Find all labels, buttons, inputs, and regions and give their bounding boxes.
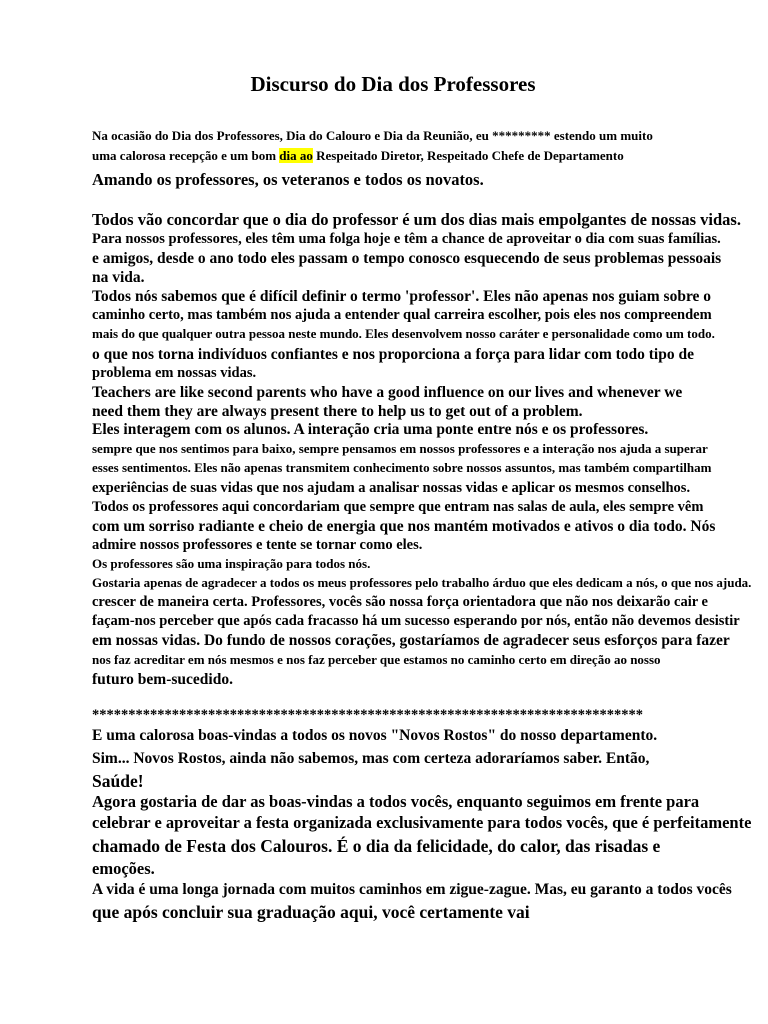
text-line: need them they are always present there to help us to get out of a problem. [92, 403, 583, 420]
text-line: mais do que qualquer outra pessoa neste mundo. Eles desenvolvem nosso caráter e personalidade como um todo. [92, 326, 715, 341]
text-line: que após concluir sua graduação aqui, você certamente vai [92, 902, 530, 922]
text-line: Agora gostaria de dar as boas-vindas a todos vocês, enquanto seguimos em frente para [92, 792, 700, 811]
text-line: esses sentimentos. Eles não apenas transmitem conhecimento sobre nossos assuntos, mas também compartilham [92, 460, 712, 475]
text-line: com um sorriso radiante e cheio de energia que nos mantém motivados e ativos o dia todo. Nós [92, 518, 716, 535]
text-line: Todos os professores aqui concordariam que sempre que entram nas salas de aula, eles sempre vêm [92, 499, 704, 515]
document-title: Discurso do Dia dos Professores [250, 72, 536, 96]
text-line: Saúde! [92, 771, 144, 791]
text-line: nos faz acreditar em nós mesmos e nos faz perceber que estamos no caminho certo em direção ao nosso [92, 652, 661, 667]
text-fragment: uma calorosa recepção e um bom [92, 148, 280, 163]
text-line [92, 149, 624, 162]
text-line: caminho certo, mas também nos ajuda a entender qual carreira escolher, pois eles nos compreendem [92, 307, 712, 323]
text-line: Para nossos professores, eles têm uma folga hoje e têm a chance de aproveitar o dia com suas famílias. [92, 231, 721, 247]
text-line: E uma calorosa boas-vindas a todos os novos "Novos Rostos" do nosso departamento. [92, 727, 658, 744]
text-line: Amando os professores, os veteranos e todos os novatos. [92, 170, 484, 189]
text-fragment: Respeitado Diretor, Respeitado Chefe de Departamento [312, 148, 624, 163]
text-line: Sim... Novos Rostos, ainda não sabemos, mas com certeza adoraríamos saber. Então, [92, 750, 650, 767]
text-line: sempre que nos sentimos para baixo, sempre pensamos em nossos professores e a interação nos ajuda a superar [92, 441, 708, 456]
text-line: Todos vão concordar que o dia do professor é um dos dias mais empolgantes de nossas vidas. [92, 210, 741, 229]
text-line: Na ocasião do Dia dos Professores, Dia do Calouro e Dia da Reunião, eu ********* estendo um muito [92, 128, 653, 143]
text-line: na vida. [92, 269, 145, 286]
text-line: Gostaria apenas de agradecer a todos os meus professores pelo trabalho árduo que eles dedicam a nós, o que nos ajuda. [92, 575, 752, 590]
text-line: façam-nos perceber que após cada fracasso há um sucesso esperando por nós, então não devemos desistir [92, 613, 740, 629]
text-line: crescer de maneira certa. Professores, vocês são nossa força orientadora que não nos deixarão cair e [92, 594, 708, 610]
text-line: em nossas vidas. Do fundo de nossos corações, gostaríamos de agradecer seus esforços para fazer [92, 632, 730, 649]
text-line: Todos nós sabemos que é difícil definir o termo 'professor'. Eles não apenas nos guiam sobre o [92, 288, 712, 305]
text-line: emoções. [92, 859, 155, 878]
text-line: e amigos, desde o ano todo eles passam o tempo conosco esquecendo de seus problemas pessoais [92, 250, 722, 267]
text-line: futuro bem-sucedido. [92, 671, 233, 688]
text-line: experiências de suas vidas que nos ajudam a analisar nossas vidas e aplicar os mesmos conselhos. [92, 480, 691, 496]
separator-stars: **************************************************************************** [92, 707, 643, 723]
text-line: Os professores são uma inspiração para todos nós. [92, 556, 371, 571]
text-line: chamado de Festa dos Calouros. É o dia da felicidade, do calor, das risadas e [92, 836, 661, 856]
text-line: Teachers are like second parents who have a good influence on our lives and whenever we [92, 384, 683, 401]
text-line: admire nossos professores e tente se tornar como eles. [92, 537, 423, 553]
text-line: A vida é uma longa jornada com muitos caminhos em zigue-zague. Mas, eu garanto a todos vocês [92, 881, 732, 898]
text-line: celebrar e aproveitar a festa organizada exclusivamente para todos vocês, que é perfeitamente [92, 813, 752, 832]
text-line: problema em nossas vidas. [92, 365, 257, 381]
text-line: Eles interagem com os alunos. A interação cria uma ponte entre nós e os professores. [92, 421, 649, 438]
text-line: o que nos torna indivíduos confiantes e nos proporciona a força para lidar com todo tipo de [92, 346, 694, 363]
highlighted-text: dia ao [279, 148, 313, 163]
